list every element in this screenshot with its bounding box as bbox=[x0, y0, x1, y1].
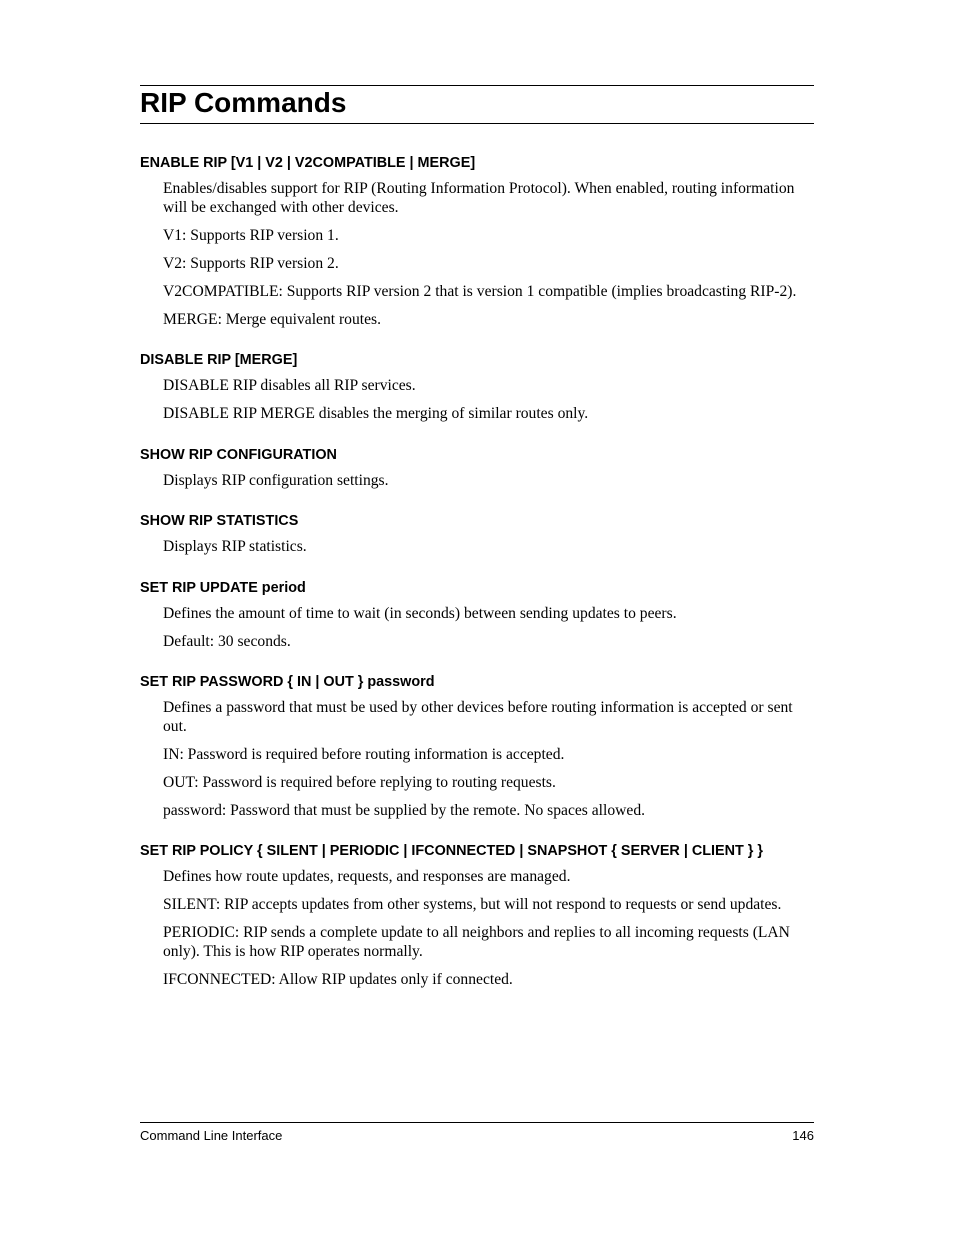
command-heading: DISABLE RIP [MERGE] bbox=[140, 352, 298, 368]
command-description: SILENT: RIP accepts updates from other systems, but will not respond to requests or send updates. bbox=[163, 896, 782, 913]
command-description: PERIODIC: RIP sends a complete update to all neighbors and replies to all incoming requests (LAN only). This is how RIP operates normally. bbox=[163, 924, 790, 960]
command-description: MERGE: Merge equivalent routes. bbox=[163, 310, 381, 328]
command-description: Defines how route updates, requests, and responses are managed. bbox=[163, 868, 571, 885]
command-heading: ENABLE RIP [V1 | V2 | V2COMPATIBLE | MERGE] bbox=[140, 155, 476, 171]
title-bottom-rule bbox=[140, 123, 814, 124]
command-description: password: Password that must be supplied by the remote. No spaces allowed. bbox=[163, 801, 646, 819]
command-description: DISABLE RIP disables all RIP services. bbox=[163, 377, 416, 394]
command-description: Defines the amount of time to wait (in seconds) between sending updates to peers. bbox=[163, 604, 677, 622]
page-number: 146 bbox=[792, 1128, 814, 1143]
command-heading: SHOW RIP STATISTICS bbox=[140, 513, 299, 529]
command-description: Displays RIP configuration settings. bbox=[163, 471, 389, 489]
command-section-enable-rip bbox=[140, 153, 814, 329]
command-section-show-rip-statistics bbox=[140, 511, 814, 557]
command-description: Default: 30 seconds. bbox=[163, 632, 291, 650]
command-description: V2COMPATIBLE: Supports RIP version 2 that is version 1 compatible (implies broadcasting RIP-2). bbox=[163, 282, 797, 300]
footer-rule bbox=[140, 1122, 814, 1123]
command-heading: SET RIP UPDATE period bbox=[140, 579, 306, 596]
command-heading: SET RIP POLICY { SILENT | PERIODIC | IFCONNECTED | SNAPSHOT { SERVER | CLIENT } } bbox=[140, 843, 764, 859]
command-section-set-rip-password bbox=[140, 672, 814, 820]
footer-document-title: Command Line Interface bbox=[140, 1128, 283, 1143]
command-description: IN: Password is required before routing information is accepted. bbox=[163, 745, 565, 763]
command-description: Enables/disables support for RIP (Routing Information Protocol). When enabled, routing information will be exchanged with other devices. bbox=[163, 180, 795, 216]
command-list bbox=[140, 153, 814, 989]
command-description: IFCONNECTED: Allow RIP updates only if connected. bbox=[163, 970, 513, 988]
command-description: DISABLE RIP MERGE disables the merging of similar routes only. bbox=[163, 405, 589, 422]
command-section-set-rip-update bbox=[140, 578, 814, 652]
command-section-disable-rip bbox=[140, 350, 814, 424]
command-heading: SET RIP PASSWORD { IN | OUT } password bbox=[140, 674, 435, 690]
command-description: V2: Supports RIP version 2. bbox=[163, 254, 339, 272]
command-description: OUT: Password is required before replying to routing requests. bbox=[163, 773, 556, 791]
command-description: V1: Supports RIP version 1. bbox=[163, 226, 339, 244]
command-section-set-rip-policy bbox=[140, 841, 814, 989]
command-section-show-rip-configuration bbox=[140, 445, 814, 491]
command-description: Defines a password that must be used by other devices before routing information is accepted or sent out. bbox=[163, 699, 793, 735]
page-title: RIP Commands bbox=[140, 87, 347, 118]
command-description: Displays RIP statistics. bbox=[163, 538, 307, 555]
command-heading: SHOW RIP CONFIGURATION bbox=[140, 446, 337, 463]
